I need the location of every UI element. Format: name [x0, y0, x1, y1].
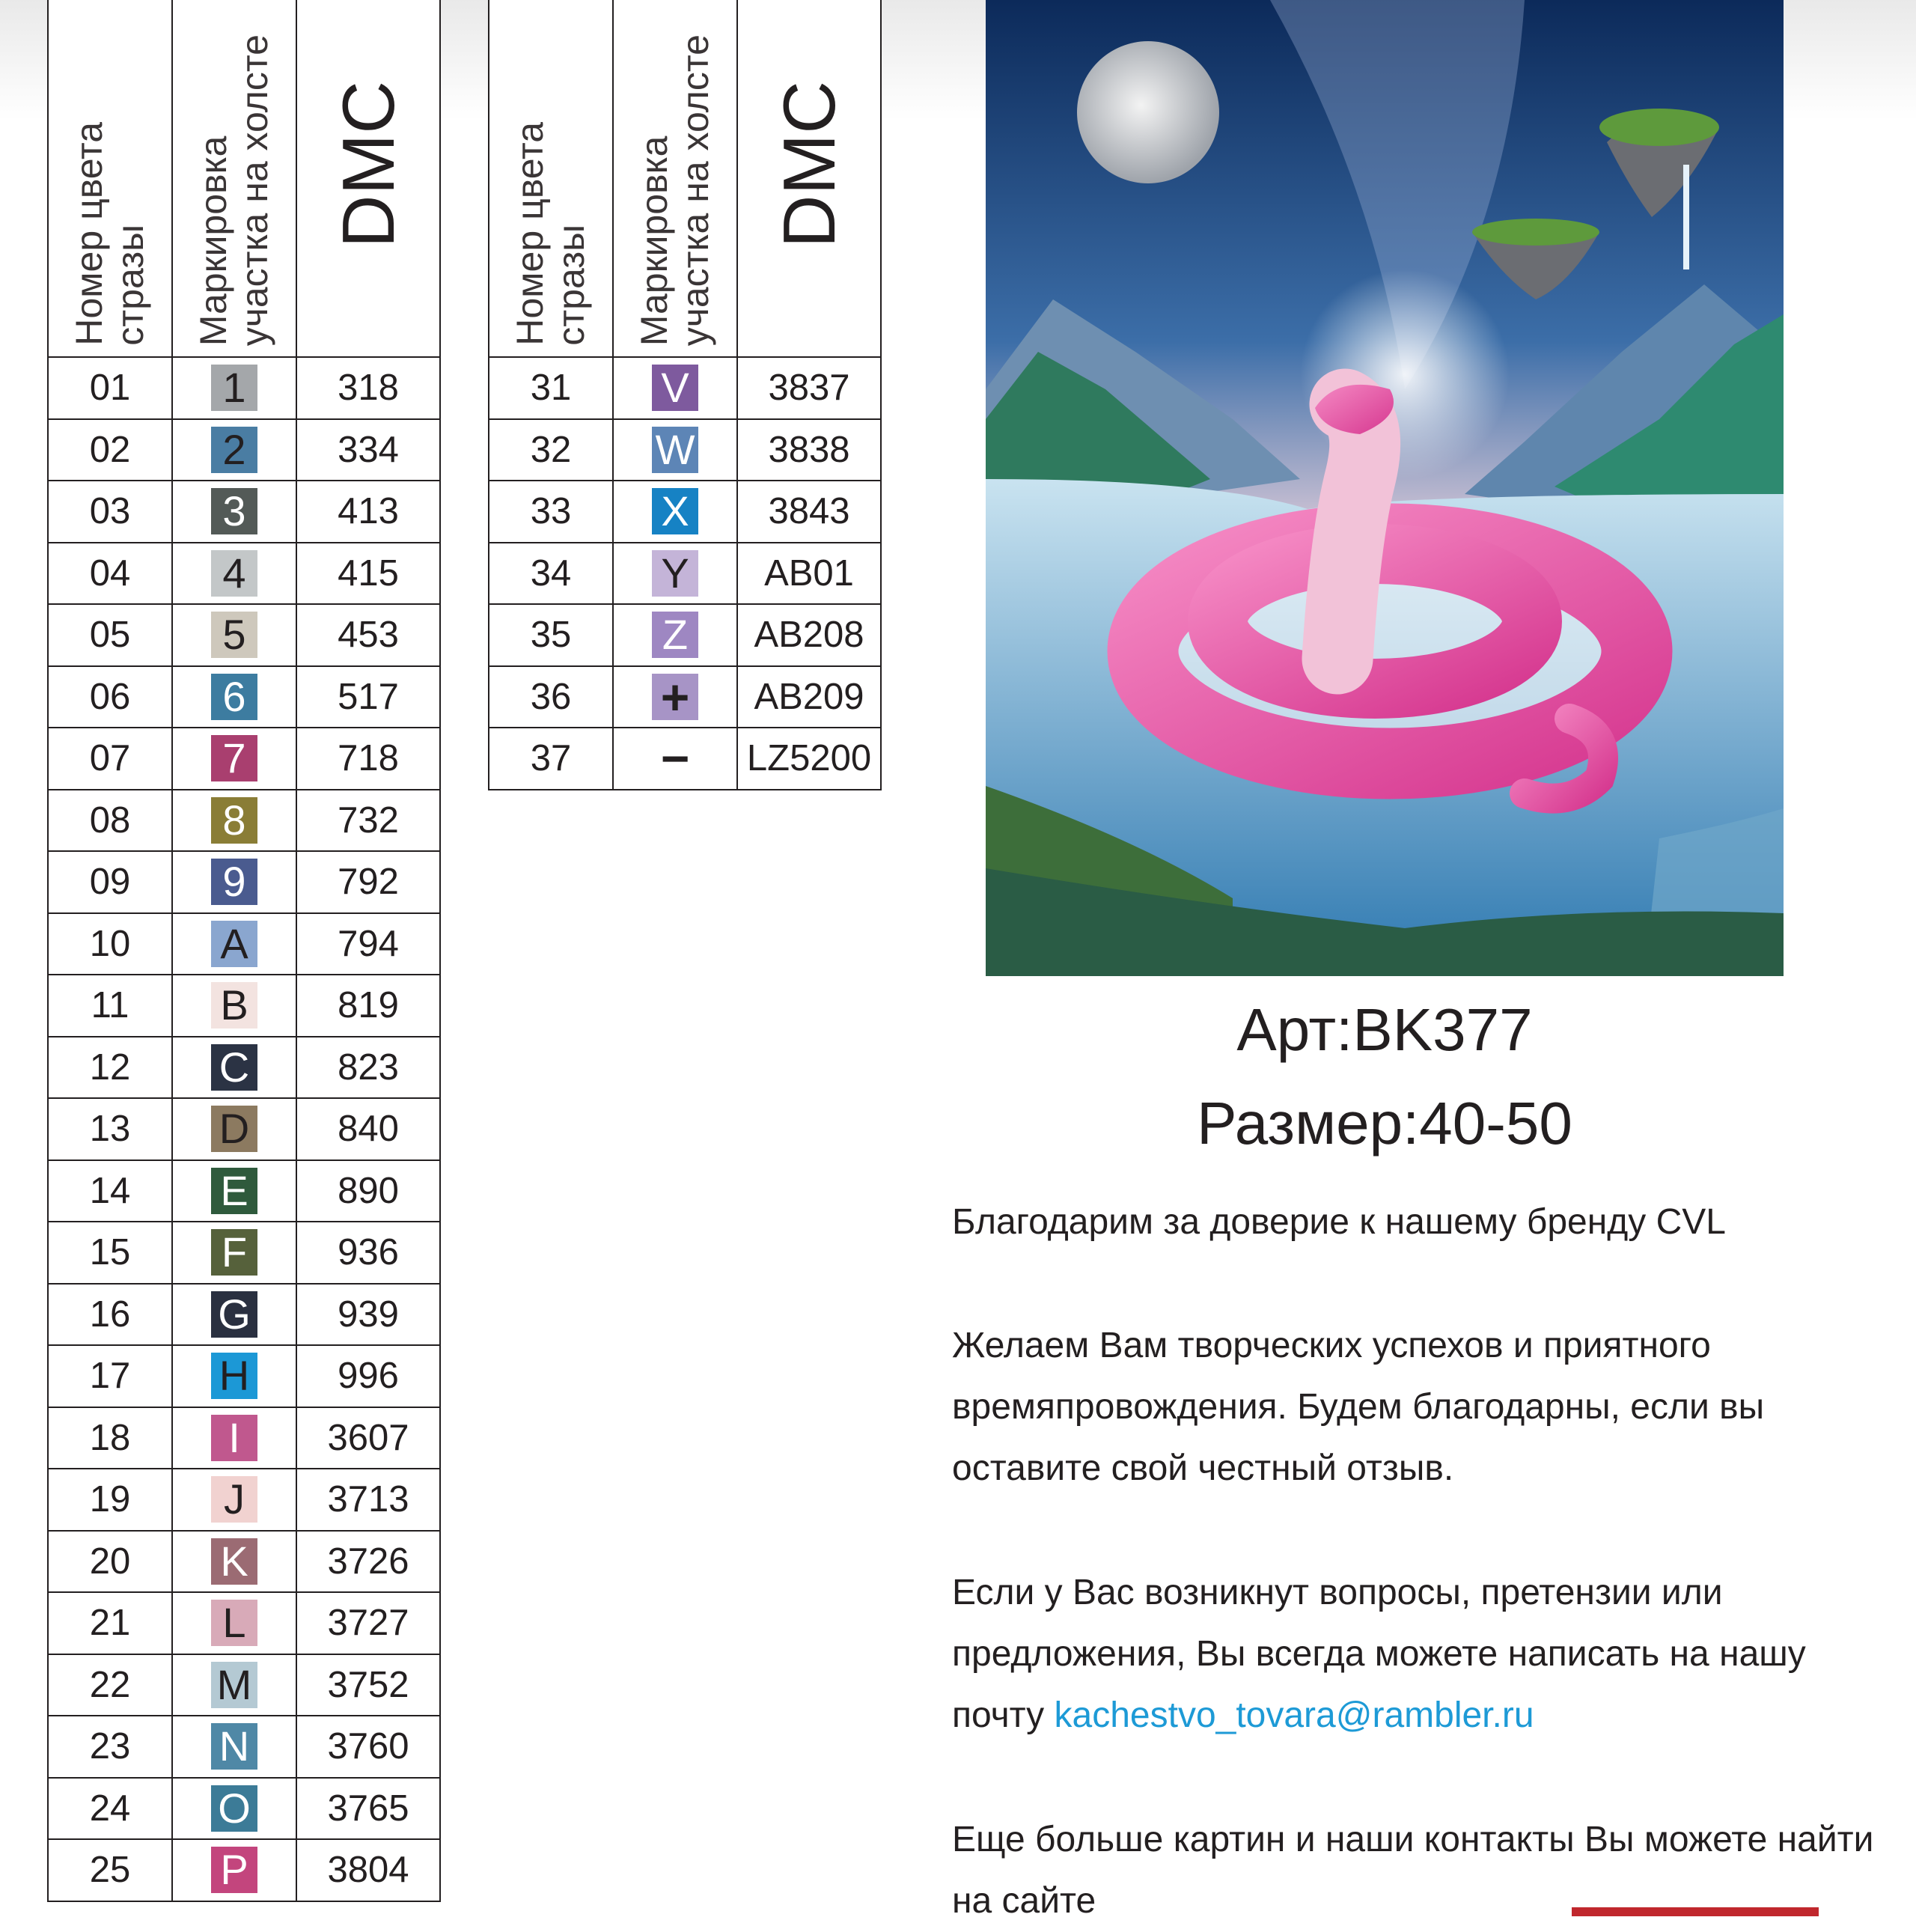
canvas-marking-cell	[613, 419, 737, 481]
legend-row	[48, 543, 440, 605]
color-number-cell: 13	[48, 1098, 172, 1160]
color-number-cell: 18	[48, 1407, 172, 1469]
color-number-cell: 06	[48, 666, 172, 728]
color-swatch-symbol: P	[211, 1847, 257, 1893]
color-swatch-symbol: L	[211, 1600, 257, 1646]
dmc-code-cell: 936	[296, 1222, 440, 1284]
canvas-marking-cell	[172, 790, 296, 852]
color-number-cell: 11	[48, 975, 172, 1037]
color-number-cell: 07	[48, 728, 172, 790]
dmc-code-cell: 413	[296, 481, 440, 543]
color-swatch-symbol: A	[211, 921, 257, 967]
color-swatch-symbol: 4	[211, 550, 257, 597]
color-number-cell: 14	[48, 1160, 172, 1222]
dmc-code-cell: 415	[296, 543, 440, 605]
canvas-marking-cell	[172, 728, 296, 790]
canvas-size: Размер:40-50	[1197, 1090, 1572, 1157]
dmc-code-cell: 840	[296, 1098, 440, 1160]
dmc-code-cell: 453	[296, 604, 440, 666]
legend-row	[489, 419, 881, 481]
dmc-code-cell: 794	[296, 913, 440, 975]
canvas-marking-cell	[613, 481, 737, 543]
dmc-code-cell: 3804	[296, 1839, 440, 1901]
canvas-marking-cell	[613, 543, 737, 605]
canvas-marking-cell	[172, 1345, 296, 1407]
dmc-code-cell: 823	[296, 1037, 440, 1099]
color-number-cell: 31	[489, 357, 613, 419]
color-number-cell: 04	[48, 543, 172, 605]
legend-row	[48, 1284, 440, 1346]
dmc-code-cell: 318	[296, 357, 440, 419]
color-number-cell: 23	[48, 1716, 172, 1778]
color-legend-table-right	[488, 0, 882, 790]
canvas-marking-cell	[172, 1778, 296, 1840]
color-swatch-symbol: I	[211, 1415, 257, 1461]
color-swatch-symbol: J	[211, 1476, 257, 1523]
dmc-code-cell: 3843	[737, 481, 881, 543]
dmc-code-cell: 3607	[296, 1407, 440, 1469]
canvas-marking-cell	[172, 543, 296, 605]
legend-row	[48, 1469, 440, 1531]
dmc-code-cell: 890	[296, 1160, 440, 1222]
color-swatch-symbol: C	[211, 1044, 257, 1091]
color-swatch-symbol: N	[211, 1723, 257, 1770]
legend-row	[489, 481, 881, 543]
legend-row	[48, 419, 440, 481]
color-number-cell: 08	[48, 790, 172, 852]
dmc-code-cell: 718	[296, 728, 440, 790]
dmc-code-cell: 819	[296, 975, 440, 1037]
color-legend-table-left	[47, 0, 441, 1902]
legend-row	[48, 357, 440, 419]
canvas-marking-cell	[172, 1284, 296, 1346]
dmc-code-cell: LZ5200	[737, 728, 881, 790]
support-email-link[interactable]: kachestvo_tovara@rambler.ru	[1054, 1695, 1534, 1735]
header-canvas-marking: Маркировка участка на холсте	[172, 0, 296, 357]
canvas-marking-cell	[172, 1839, 296, 1901]
color-number-cell: 16	[48, 1284, 172, 1346]
color-number-cell: 33	[489, 481, 613, 543]
canvas-marking-cell	[613, 357, 737, 419]
color-number-cell: 25	[48, 1839, 172, 1901]
canvas-marking-cell	[613, 728, 737, 790]
dmc-code-cell: 3726	[296, 1531, 440, 1593]
dmc-code-cell: 939	[296, 1284, 440, 1346]
color-number-cell: 37	[489, 728, 613, 790]
canvas-marking-cell	[172, 357, 296, 419]
color-number-cell: 09	[48, 851, 172, 913]
brand-logo-fragment	[1572, 1907, 1819, 1916]
legend-row	[489, 543, 881, 605]
legend-header-row	[48, 0, 440, 357]
canvas-marking-cell	[172, 975, 296, 1037]
color-swatch-symbol: 8	[211, 797, 257, 844]
legend-row	[489, 357, 881, 419]
canvas-marking-cell	[172, 1222, 296, 1284]
legend-row	[48, 1345, 440, 1407]
dmc-code-cell: 3760	[296, 1716, 440, 1778]
questions-text	[952, 1562, 1880, 1746]
color-swatch-symbol: K	[211, 1538, 257, 1585]
thanks-text: Благодарим за доверие к нашему бренду CVL	[952, 1202, 1726, 1242]
legend-row	[48, 1716, 440, 1778]
color-swatch-symbol: W	[652, 427, 698, 473]
color-swatch-symbol: Z	[652, 612, 698, 658]
canvas-marking-cell	[172, 1407, 296, 1469]
color-swatch-symbol: Y	[652, 550, 698, 597]
color-swatch-symbol: 5	[211, 612, 257, 658]
color-number-cell: 36	[489, 666, 613, 728]
color-swatch-symbol: −	[652, 735, 698, 781]
canvas-marking-cell	[172, 1098, 296, 1160]
legend-row	[48, 1222, 440, 1284]
color-number-cell: 17	[48, 1345, 172, 1407]
canvas-marking-cell	[172, 419, 296, 481]
legend-row	[48, 1407, 440, 1469]
header-color-number: Номер цвета стразы	[489, 0, 613, 357]
more-paintings-text: Еще больше картин и наши контакты Вы можете найти на сайте	[952, 1820, 1874, 1921]
dmc-code-cell: 3713	[296, 1469, 440, 1531]
canvas-marking-cell	[172, 1592, 296, 1654]
canvas-marking-cell	[172, 913, 296, 975]
pink-snake-landscape-illustration	[986, 0, 1784, 976]
color-swatch-symbol: +	[652, 674, 698, 720]
color-number-cell: 02	[48, 419, 172, 481]
color-number-cell: 21	[48, 1592, 172, 1654]
color-swatch-symbol: 3	[211, 488, 257, 534]
canvas-marking-cell	[172, 1037, 296, 1099]
dmc-code-cell: 996	[296, 1345, 440, 1407]
color-number-cell: 10	[48, 913, 172, 975]
dmc-code-cell: 732	[296, 790, 440, 852]
color-swatch-symbol: G	[211, 1291, 257, 1338]
canvas-marking-cell	[172, 666, 296, 728]
wishes-text: Желаем Вам творческих успехов и приятного времяпровождения. Будем благодарны, если вы оставите свой честный отзыв.	[952, 1326, 1765, 1488]
canvas-marking-cell	[172, 1654, 296, 1716]
color-number-cell: 24	[48, 1778, 172, 1840]
canvas-marking-cell	[172, 1531, 296, 1593]
header-canvas-marking: Маркировка участка на холсте	[613, 0, 737, 357]
dmc-code-cell: 3752	[296, 1654, 440, 1716]
legend-row	[48, 851, 440, 913]
dmc-code-cell: 3837	[737, 357, 881, 419]
legend-row	[48, 728, 440, 790]
color-swatch-symbol: B	[211, 982, 257, 1029]
legend-row	[48, 666, 440, 728]
legend-row	[489, 728, 881, 790]
dmc-code-cell: AB208	[737, 604, 881, 666]
dmc-code-cell: AB209	[737, 666, 881, 728]
color-number-cell: 01	[48, 357, 172, 419]
header-dmc: DMC	[296, 0, 440, 357]
legend-row	[48, 790, 440, 852]
color-swatch-symbol: 6	[211, 674, 257, 720]
legend-row	[48, 1839, 440, 1901]
legend-row	[48, 1037, 440, 1099]
questions-label: Если у Вас возникнут вопросы, претензии или предложения, Вы всегда можете написать на нашу почту	[952, 1573, 1806, 1735]
color-number-cell: 19	[48, 1469, 172, 1531]
dmc-code-cell: 3727	[296, 1592, 440, 1654]
legend-row	[48, 1160, 440, 1222]
header-dmc: DMC	[737, 0, 881, 357]
canvas-marking-cell	[172, 604, 296, 666]
product-artwork-image	[986, 0, 1784, 976]
header-color-number: Номер цвета стразы	[48, 0, 172, 357]
dmc-code-cell: 3838	[737, 419, 881, 481]
dmc-code-cell: 3765	[296, 1778, 440, 1840]
color-swatch-symbol: 9	[211, 859, 257, 905]
dmc-code-cell: 517	[296, 666, 440, 728]
color-number-cell: 32	[489, 419, 613, 481]
color-swatch-symbol: 2	[211, 427, 257, 473]
color-number-cell: 20	[48, 1531, 172, 1593]
color-number-cell: 15	[48, 1222, 172, 1284]
canvas-marking-cell	[172, 481, 296, 543]
legend-row	[48, 975, 440, 1037]
color-number-cell: 03	[48, 481, 172, 543]
color-swatch-symbol: H	[211, 1353, 257, 1399]
color-swatch-symbol: D	[211, 1106, 257, 1152]
color-number-cell: 35	[489, 604, 613, 666]
color-swatch-symbol: 7	[211, 735, 257, 781]
color-swatch-symbol: E	[211, 1168, 257, 1214]
legend-row	[48, 1778, 440, 1840]
legend-row	[489, 666, 881, 728]
legend-row	[48, 1098, 440, 1160]
legend-row	[48, 604, 440, 666]
canvas-marking-cell	[172, 851, 296, 913]
legend-header-row	[489, 0, 881, 357]
legend-row	[48, 1654, 440, 1716]
canvas-marking-cell	[613, 604, 737, 666]
color-swatch-symbol: M	[211, 1662, 257, 1708]
color-number-cell: 12	[48, 1037, 172, 1099]
legend-row	[48, 1531, 440, 1593]
canvas-marking-cell	[172, 1716, 296, 1778]
color-number-cell: 34	[489, 543, 613, 605]
color-swatch-symbol: X	[652, 488, 698, 534]
color-swatch-symbol: 1	[211, 365, 257, 411]
article-number: Арт:BK377	[1236, 996, 1533, 1063]
canvas-marking-cell	[613, 666, 737, 728]
color-number-cell: 05	[48, 604, 172, 666]
canvas-marking-cell	[172, 1160, 296, 1222]
color-swatch-symbol: V	[652, 365, 698, 411]
dmc-code-cell: AB01	[737, 543, 881, 605]
dmc-code-cell: 792	[296, 851, 440, 913]
legend-row	[489, 604, 881, 666]
dmc-code-cell: 334	[296, 419, 440, 481]
color-swatch-symbol: O	[211, 1785, 257, 1832]
legend-row	[48, 481, 440, 543]
legend-row	[48, 913, 440, 975]
legend-row	[48, 1592, 440, 1654]
color-swatch-symbol: F	[211, 1229, 257, 1276]
canvas-marking-cell	[172, 1469, 296, 1531]
color-number-cell: 22	[48, 1654, 172, 1716]
